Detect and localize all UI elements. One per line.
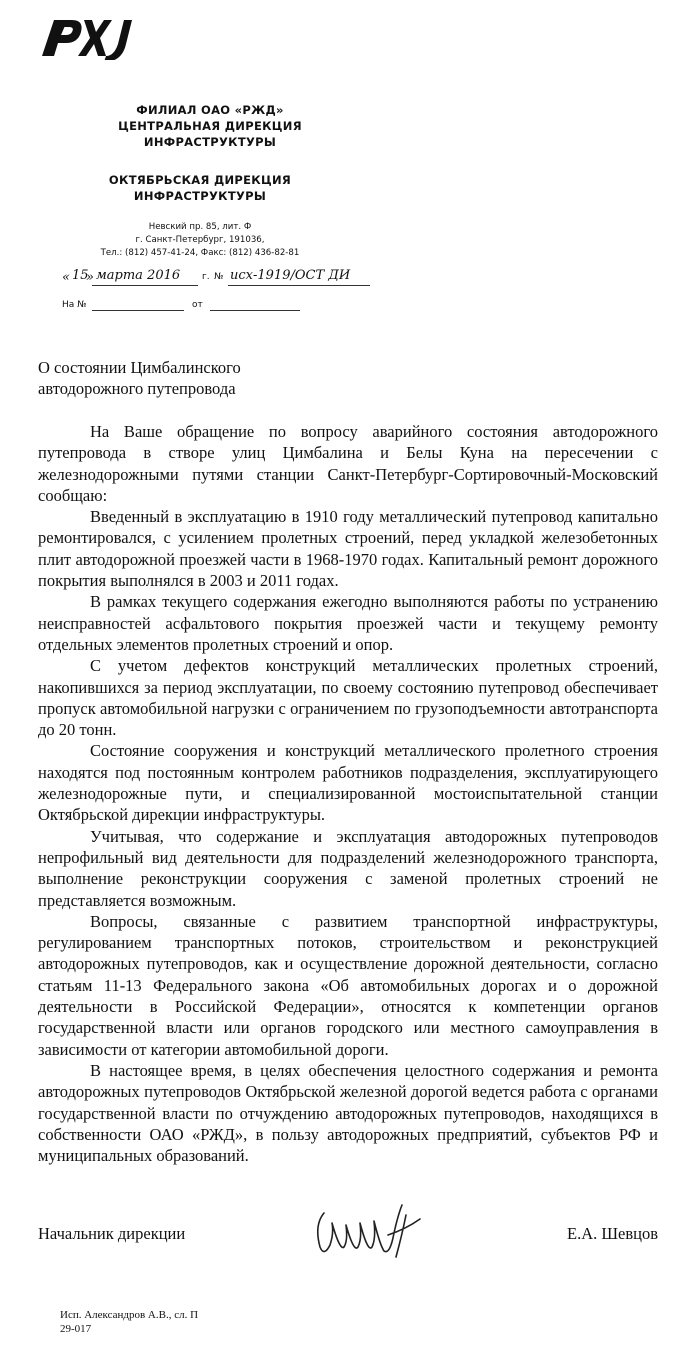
date-month-year: марта 2016 bbox=[96, 268, 181, 283]
date-quote-open: « bbox=[62, 270, 70, 285]
body-paragraph: Состояние сооружения и конструкций металлического пролетного строения находятся под постоянным контролем работников подразделения, эксплуатирующего железнодорожные пути, и специализированной мостоиспытательной станции Октябрьской дирекции инфраструктуры. bbox=[38, 741, 658, 825]
signer-name: Е.А. Шевцов bbox=[567, 1224, 658, 1243]
address-line-3: Тел.: (812) 457-41-24, Факс: (812) 436-82-81 bbox=[100, 248, 300, 258]
body-paragraph: В настоящее время, в целях обеспечения целостного содержания и ремонта автодорожных путепроводов Октябрьской железной дорогой ведется работа с органами государственной власти по отчуждению автодорожных путепроводов, находящихся в собственности ОАО «РЖД», в пользу автодорожных предприятий, субъектов РФ и муниципальных образований. bbox=[38, 1060, 658, 1166]
dept-line-1: ОКТЯБРЬСКАЯ ДИРЕКЦИЯ bbox=[108, 173, 292, 187]
signature-line bbox=[38, 1224, 658, 1248]
date-day: 15 bbox=[72, 268, 89, 283]
body-paragraph: Вопросы, связанные с развитием транспортной инфраструктуры, регулированием транспортных потоков, строительством и реконструкцией автодорожных путепроводов, как и осуществление дорожной деятельности, согласно статьям 11-13 Федерального закона «Об автомобильных дорогах и о дорожной деятельности в Российской Федерации», относятся к компетенции органов государственной власти или органов городского или местного самоуправления в зависимости от категории автомобильной дороги. bbox=[38, 911, 658, 1059]
letter-body bbox=[38, 421, 658, 1166]
rzd-logo bbox=[38, 12, 134, 60]
body-paragraph: Введенный в эксплуатацию в 1910 году металлический путепровод капитально ремонтировался, с усилением пролетных строений, перед укладкой железобетонных плит автодорожной проезжей части в 1968-1970 годах. Капитальный ремонт дорожного покрытия выполнялся в 2003 и 2011 годах. bbox=[38, 507, 658, 591]
body-paragraph: Учитывая, что содержание и эксплуатация автодорожных путепроводов непрофильный вид деятельности для подразделений железнодорожного транспорта, выполнение реконструкции сооружения с заменой пролетных строений не представляется возможным. bbox=[38, 826, 658, 910]
letter-subject bbox=[38, 357, 241, 399]
signer-position: Начальник дирекции bbox=[38, 1224, 186, 1243]
org-line-1: ФИЛИАЛ ОАО «РЖД» bbox=[136, 103, 284, 117]
ref-number-label: На № bbox=[62, 300, 87, 310]
date-quote-close: » bbox=[86, 270, 94, 285]
executor-line-2: 29-017 bbox=[60, 1323, 92, 1335]
executor-line-1: Исп. Александров А.В., сл. П bbox=[60, 1309, 199, 1321]
address-line-2: г. Санкт-Петербург, 191036, bbox=[135, 235, 265, 245]
body-paragraph: В рамках текущего содержания ежегодно выполняются работы по устранению неисправностей асфальтового покрытия проезжей части и текущему ремонту отдельных элементов пролетных строений и опор. bbox=[38, 592, 658, 654]
address-line-1: Невский пр. 85, лит. Ф bbox=[148, 222, 252, 232]
number-sign: № bbox=[214, 272, 224, 282]
outgoing-number: исх-1919/ОСТ ДИ bbox=[230, 268, 351, 283]
org-name bbox=[90, 102, 330, 150]
org-line-2: ЦЕНТРАЛЬНАЯ ДИРЕКЦИЯ bbox=[118, 119, 302, 133]
ref-number-blank bbox=[92, 310, 184, 311]
subject-line-2: автодорожного путепровода bbox=[38, 379, 236, 398]
ref-date-blank bbox=[210, 310, 300, 311]
address-block bbox=[70, 221, 330, 260]
body-paragraph: С учетом дефектов конструкций металлических пролетных строений, накопившихся за период эксплуатации, по своему состоянию путепровод обеспечивает пропуск автомобильной нагрузки с ограничением по грузоподъемности автотранспорта до 20 тонн. bbox=[38, 656, 658, 740]
reference-line bbox=[62, 300, 322, 314]
date-year-suffix: г. bbox=[202, 272, 210, 282]
ref-date-label: от bbox=[192, 300, 203, 310]
dept-line-2: ИНФРАСТРУКТУРЫ bbox=[133, 189, 267, 203]
body-paragraph: На Ваше обращение по вопросу аварийного состояния автодорожного путепровода в створе улиц Цимбалина и Белы Куна на пересечении с железнодорожными путями станции Санкт-Петербург-Сортировочный-Московский сообщаю: bbox=[38, 422, 658, 505]
date-underline bbox=[92, 285, 198, 286]
date-number-line bbox=[62, 268, 382, 290]
dept-name bbox=[90, 172, 310, 204]
org-line-3: ИНФРАСТРУКТУРЫ bbox=[143, 135, 277, 149]
subject-line-1: О состоянии Цимбалинского bbox=[38, 358, 241, 377]
number-underline bbox=[228, 285, 370, 286]
executor-block bbox=[60, 1308, 198, 1336]
